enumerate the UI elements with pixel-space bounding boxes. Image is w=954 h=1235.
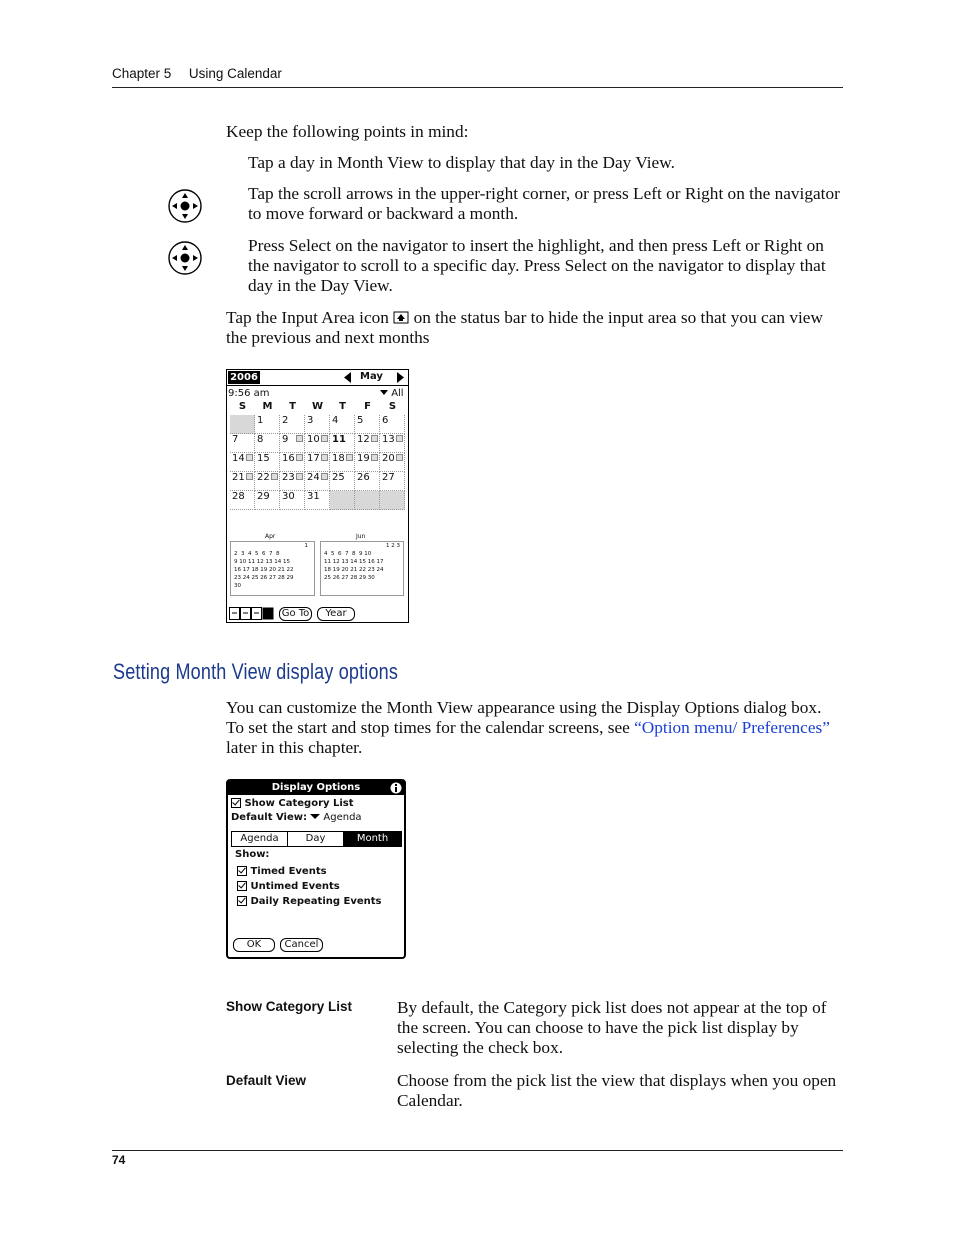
day-number: 2 [282, 415, 289, 426]
weekday-label: M [262, 401, 273, 412]
section-text-before: You can customize the Month View appearance using the Display Options dialog box. To set the start and stop times for the calendar screens, see [226, 698, 822, 737]
event-marker [296, 435, 303, 442]
day-cell[interactable] [355, 453, 380, 472]
day-cell[interactable] [305, 453, 330, 472]
mini-rows [321, 550, 403, 582]
untimed-events-row[interactable] [237, 881, 340, 892]
day-cell[interactable] [355, 415, 380, 434]
day-cell[interactable] [280, 415, 305, 434]
title-rule [227, 385, 408, 386]
show-category-row[interactable] [231, 798, 354, 809]
next-month-label: Jun [356, 533, 366, 540]
mini-row: 18 19 20 21 22 23 24 [324, 567, 384, 573]
month-label: May [360, 371, 383, 382]
event-marker [396, 454, 403, 461]
checkbox-icon[interactable] [237, 896, 247, 906]
goto-button[interactable]: Go To [279, 607, 312, 621]
empty-day-cell [355, 491, 380, 510]
input-area-text-before: Tap the Input Area icon [226, 308, 389, 327]
day-number: 23 [282, 472, 295, 483]
checkbox-icon[interactable] [237, 881, 247, 891]
day-cell[interactable] [355, 472, 380, 491]
day-cell[interactable] [230, 434, 255, 453]
prev-month-label: Apr [265, 533, 276, 540]
day-cell[interactable] [330, 434, 355, 453]
event-marker [371, 435, 378, 442]
year-button[interactable]: Year [317, 607, 355, 621]
option-label: Timed Events [250, 866, 327, 877]
day-cell[interactable] [330, 472, 355, 491]
event-marker [346, 454, 353, 461]
scroll-right-icon[interactable] [396, 372, 404, 383]
section-paragraph [226, 698, 843, 758]
day-number: 27 [382, 472, 395, 483]
day-number: 1 [257, 415, 264, 426]
weekday-label: T [339, 401, 346, 412]
empty-day-cell [380, 491, 405, 510]
day-cell[interactable] [305, 491, 330, 510]
day-cell[interactable] [380, 434, 405, 453]
mini-row: 30 [234, 583, 241, 589]
tab-day[interactable]: Day [288, 832, 344, 846]
day-number: 18 [332, 453, 345, 464]
checkbox-icon[interactable] [231, 798, 241, 808]
point-3: Press Select on the navigator to insert the highlight, and then press Left or Right on the navigator to scroll to a specific day. Press Select on the navigator to display that day in the Day View. [248, 236, 826, 295]
mini-rows [231, 550, 314, 590]
chapter-label: Chapter 5 [112, 66, 172, 81]
weekday-label: W [311, 401, 324, 412]
point-1: Tap a day in Month View to display that day in the Day View. [248, 153, 675, 172]
day-number: 20 [382, 453, 395, 464]
day-cell[interactable] [255, 491, 280, 510]
day-cell[interactable] [255, 453, 280, 472]
day-cell[interactable] [330, 415, 355, 434]
mini-row: 2 3 4 5 6 7 8 [234, 551, 280, 557]
day-cell[interactable] [230, 491, 255, 510]
definition-term: Default View [226, 1073, 307, 1088]
day-cell[interactable] [255, 472, 280, 491]
mini-row: 1 2 3 [386, 543, 400, 549]
event-marker [246, 454, 253, 461]
default-view-row [231, 812, 362, 823]
mini-row: 11 12 13 14 15 16 17 [324, 559, 384, 565]
day-number: 30 [282, 491, 295, 502]
input-area-icon [393, 311, 409, 324]
day-number: 3 [307, 415, 314, 426]
empty-day-cell [230, 415, 255, 434]
day-number: 16 [282, 453, 295, 464]
weekday-label: F [364, 401, 371, 412]
day-cell[interactable] [255, 415, 280, 434]
day-cell[interactable] [330, 453, 355, 472]
running-header [112, 66, 282, 81]
day-cell[interactable] [280, 491, 305, 510]
event-marker [246, 473, 253, 480]
tab-month[interactable]: Month [344, 832, 401, 846]
day-number: 8 [257, 434, 264, 445]
dialog-title [228, 781, 404, 795]
event-marker [296, 473, 303, 480]
chapter-title: Using Calendar [188, 66, 282, 81]
event-marker [321, 473, 328, 480]
day-number: 5 [357, 415, 364, 426]
show-label: Show: [235, 849, 270, 860]
day-number: 10 [307, 434, 320, 445]
day-cell[interactable] [305, 434, 330, 453]
timed-events-row[interactable] [237, 866, 327, 877]
weekday-label: S [238, 401, 247, 412]
day-number: 31 [307, 491, 320, 502]
section-text-after: later in this chapter. [226, 738, 363, 757]
event-marker [321, 454, 328, 461]
weekday-label: T [289, 401, 296, 412]
month-view-screen [226, 369, 409, 623]
day-cell[interactable] [230, 472, 255, 491]
page-number: 74 [112, 1153, 126, 1167]
day-number: 4 [332, 415, 339, 426]
option-label: Daily Repeating Events [250, 896, 382, 907]
day-number: 26 [357, 472, 370, 483]
day-number: 19 [357, 453, 370, 464]
point-2: Tap the scroll arrows in the upper-right corner, or press Left or Right on the navigator to move forward or backward a month. [248, 184, 840, 223]
chevron-down-icon[interactable] [310, 814, 320, 820]
day-cell[interactable] [280, 434, 305, 453]
day-cell[interactable] [355, 434, 380, 453]
dialog-title-text: Display Options [271, 782, 361, 793]
day-cell[interactable] [380, 415, 405, 434]
input-area-text-after: on the status bar to hide the input area so that you can view the previous and next months [226, 308, 823, 347]
day-number: 17 [307, 453, 320, 464]
day-number: 15 [257, 453, 270, 464]
time-label: 9:56 am [228, 388, 270, 399]
next-month-mini[interactable] [320, 541, 404, 596]
day-number: 22 [257, 472, 270, 483]
navigator-icon [168, 189, 202, 223]
preferences-link[interactable]: “Option menu/ Preferences” [634, 718, 830, 737]
event-marker [371, 454, 378, 461]
mini-row: 16 17 18 19 20 21 22 [234, 567, 294, 573]
day-cell[interactable] [380, 472, 405, 491]
daily-repeating-row[interactable] [237, 896, 382, 907]
day-number: 13 [382, 434, 395, 445]
event-marker [296, 454, 303, 461]
event-marker [396, 435, 403, 442]
empty-day-cell [330, 491, 355, 510]
day-number: 11 [332, 434, 346, 445]
weekday-row [230, 401, 405, 413]
year-label: 2006 [228, 371, 260, 384]
day-number: 6 [382, 415, 389, 426]
event-marker [321, 435, 328, 442]
cancel-button[interactable]: Cancel [280, 938, 323, 952]
day-cell[interactable] [280, 472, 305, 491]
definition-desc: By default, the Category pick list does not appear at the top of the screen. You can choose to have the pick list display by selecting the check box. [397, 998, 827, 1057]
day-cell[interactable] [305, 415, 330, 434]
intro-text: Keep the following points in mind: [226, 122, 469, 141]
mini-row: 25 26 27 28 29 30 [324, 575, 375, 581]
mini-row: 4 5 6 7 8 9 10 [324, 551, 372, 557]
category-value: All [391, 388, 404, 399]
month-grid [230, 415, 405, 533]
definition-desc: Choose from the pick list the view that displays when you open Calendar. [397, 1071, 837, 1110]
show-category-label: Show Category List [244, 798, 354, 809]
option-label: Untimed Events [250, 881, 340, 892]
chevron-down-icon [380, 390, 388, 396]
day-number: 25 [332, 472, 345, 483]
default-view-value[interactable]: Agenda [323, 812, 362, 823]
day-number: 14 [232, 453, 245, 464]
scroll-left-icon[interactable] [344, 372, 352, 383]
ok-button[interactable]: OK [233, 938, 275, 952]
input-area-paragraph [226, 308, 843, 348]
day-number: 9 [282, 434, 289, 445]
info-icon[interactable] [390, 782, 402, 794]
default-view-label: Default View: [231, 812, 308, 823]
day-cell[interactable] [380, 453, 405, 472]
checkbox-icon[interactable] [237, 866, 247, 876]
day-cell[interactable] [230, 453, 255, 472]
navigator-icon [168, 241, 202, 275]
header-rule [112, 87, 843, 88]
day-number: 24 [307, 472, 320, 483]
tab-agenda[interactable]: Agenda [232, 832, 288, 846]
definition-term: Show Category List [226, 999, 353, 1014]
day-number: 28 [232, 491, 245, 502]
day-cell[interactable] [305, 472, 330, 491]
day-number: 21 [232, 472, 245, 483]
footer-rule [112, 1150, 843, 1151]
mini-row: 23 24 25 26 27 28 29 [234, 575, 294, 581]
day-number: 29 [257, 491, 270, 502]
day-number: 12 [357, 434, 370, 445]
day-number: 7 [232, 434, 239, 445]
day-cell[interactable] [280, 453, 305, 472]
category-picker[interactable] [380, 388, 404, 399]
section-heading: Setting Month View display options [113, 659, 399, 684]
view-buttons-icon[interactable] [229, 607, 275, 620]
day-cell[interactable] [255, 434, 280, 453]
prev-month-mini[interactable] [230, 541, 315, 596]
view-segmented-control [231, 831, 402, 847]
weekday-label: S [388, 401, 397, 412]
mini-row: 9 10 11 12 13 14 15 [234, 559, 290, 565]
event-marker [271, 473, 278, 480]
mini-row: 1 [304, 543, 308, 549]
display-options-dialog [226, 779, 406, 959]
